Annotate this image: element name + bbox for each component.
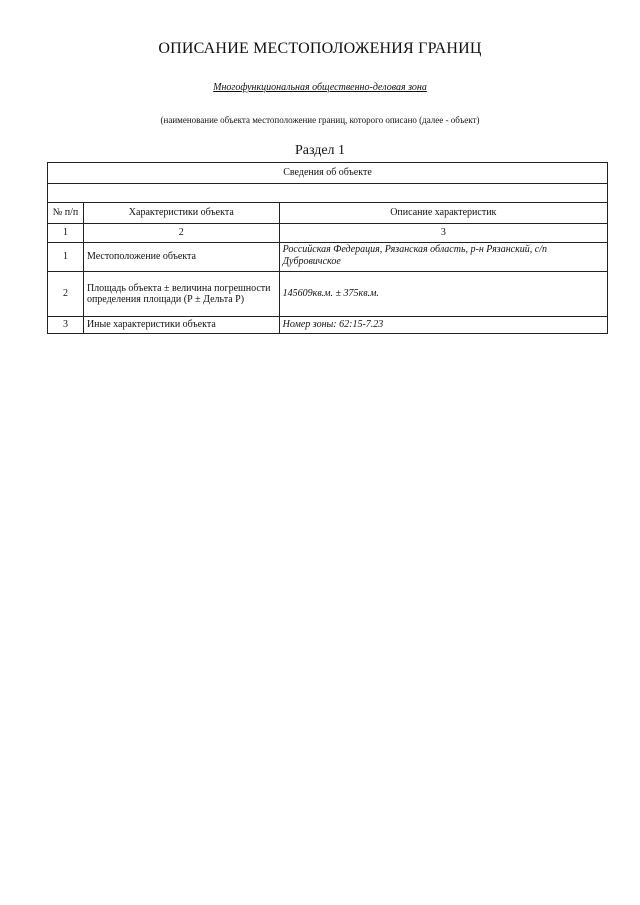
row-number: 1 [48,243,84,272]
row-description: Российская Федерация, Рязанская область, р-н Рязанский, с/п Дубровичское [279,243,607,272]
table-row [48,317,608,334]
column-number: 1 [48,224,84,243]
table-blank-cell [48,184,608,203]
table-blank-row [48,184,608,203]
table-row [48,243,608,272]
object-info-table [47,162,608,334]
row-description: 145609кв.м. ± 375кв.м. [279,272,607,317]
column-number: 3 [279,224,607,243]
row-characteristic: Иные характеристики объекта [83,317,279,334]
object-name [0,82,640,93]
row-number: 3 [48,317,84,334]
row-characteristic: Местоположение объекта [83,243,279,272]
row-characteristic: Площадь объекта ± величина погрешности определения площади (Р ± Дельта Р) [83,272,279,317]
table-caption: Сведения об объекте [48,163,608,184]
table-caption-row [48,163,608,184]
object-caption: (наименование объекта местоположение границ, которого описано (далее - объект) [160,115,480,125]
section-heading: Раздел 1 [294,143,346,158]
column-number: 2 [83,224,279,243]
row-number: 2 [48,272,84,317]
table-row [48,272,608,317]
column-number-row [48,224,608,243]
header-num: № п/п [48,203,84,224]
object-name-text: Многофункциональная общественно-деловая зона [213,82,427,93]
header-characteristic: Характеристики объекта [83,203,279,224]
row-description: Номер зоны: 62:15-7.23 [279,317,607,334]
table-header-row [48,203,608,224]
document-title: ОПИСАНИЕ МЕСТОПОЛОЖЕНИЯ ГРАНИЦ [158,40,482,57]
header-description: Описание характеристик [279,203,607,224]
